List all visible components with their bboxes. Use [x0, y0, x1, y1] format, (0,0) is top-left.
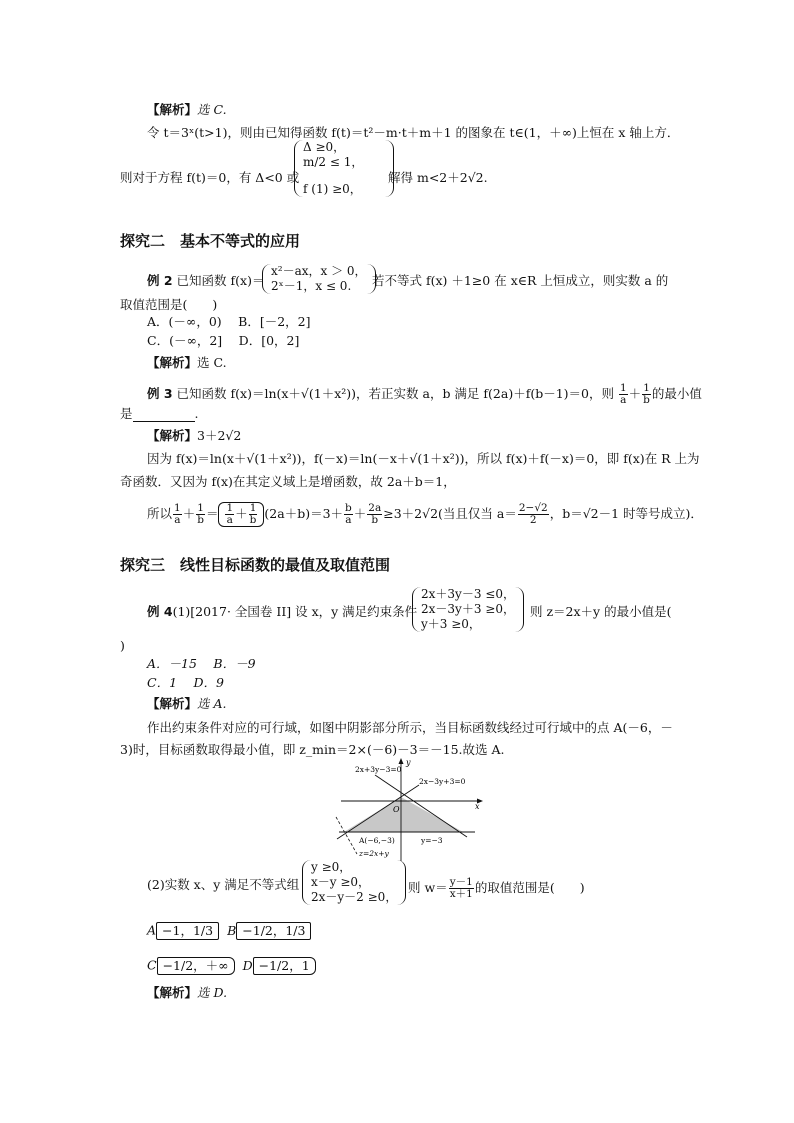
analysis-answer: 选 A. — [197, 696, 227, 711]
y-axis-arrow — [399, 758, 404, 764]
problem-text: ) — [120, 638, 125, 653]
answer-blank — [133, 409, 195, 422]
problem-text: 则 w＝ — [408, 880, 448, 895]
option-b: B．[－2，2] — [238, 314, 311, 329]
example-label: 例 3 — [147, 386, 173, 401]
analysis-answer: 选 C. — [197, 102, 227, 117]
section-heading: 探究三 线性目标函数的最值及取值范围 — [120, 556, 391, 574]
option-d-label: D — [242, 957, 253, 973]
option-a-interval: −1，1/3 — [156, 922, 219, 940]
label-point-a: A(−6,−3) — [359, 836, 395, 845]
option-d: D．[0，2] — [238, 333, 300, 348]
system-row: m/2 ≤ 1， — [303, 155, 364, 169]
example-4-text — [147, 604, 417, 620]
analysis-label: 【解析】 — [147, 985, 198, 1000]
system-row: 2x－y－2 ≥0， — [311, 890, 398, 904]
system-row: 2x－3y＋3 ≥0， — [421, 602, 515, 616]
label-line-2: 2x−3y+3=0 — [419, 777, 466, 786]
option-b-interval: −1/2，1/3 — [236, 922, 311, 940]
label-x-axis: x — [475, 802, 480, 811]
option-a: A．(－∞，0) — [147, 314, 222, 329]
constraint-system — [412, 587, 524, 632]
analysis-label: 【解析】 — [147, 696, 198, 711]
label-line-1: 2x+3y−3=0 — [355, 765, 402, 774]
system-row: 2x＋3y－3 ≤0， — [421, 587, 515, 601]
options-row — [147, 656, 256, 672]
analysis-line — [147, 696, 227, 712]
option-c: C．(－∞，2] — [147, 333, 223, 348]
solution-text: 所以 — [147, 506, 173, 521]
example-label: 例 4 — [147, 604, 173, 619]
fraction: $\frac{1}{a}$ — [174, 502, 181, 526]
fraction: $\frac{2a}{b}$ — [368, 502, 382, 526]
analysis-label: 【解析】 — [147, 428, 198, 443]
analysis-answer: 选 C. — [197, 355, 227, 370]
bracket-expression: $\frac{1}{a}$ ＋ $\frac{1}{b}$ — [218, 502, 264, 527]
analysis-line — [147, 985, 227, 1001]
solution-text: 解得 m<2＋2√2. — [388, 170, 488, 185]
problem-text: 的取值范围是( ) — [474, 880, 585, 895]
system-row: 2ˣ－1，x ≤ 0. — [271, 279, 352, 293]
solution-text: ，b＝√2－1 时等号成立)． — [549, 506, 703, 521]
label-y-axis: y — [406, 758, 411, 767]
solution-text: ≥3＋2√2(当且仅当 a＝ — [383, 506, 517, 521]
fraction: $\frac{1}{a}$ — [619, 382, 627, 406]
system-row: f (1) ≥0， — [303, 182, 362, 196]
problem-text: 若不等式 f(x) ＋1≥0 在 x∈R 上恒成立，则实数 a 的 — [372, 273, 669, 288]
analysis-answer: 3＋2√2 — [197, 428, 242, 443]
system-row: x²－ax，x ＞ 0， — [271, 264, 367, 278]
objective-line — [336, 817, 357, 854]
equation-system — [294, 140, 394, 197]
system-row: y＋3 ≥0， — [421, 617, 481, 631]
option-c-label: C — [147, 957, 157, 973]
fraction: $\frac{2-√2}{2}$ — [518, 502, 548, 526]
solution-text: 因为 f(x)＝ln(x＋√(1＋x²))，f(－x)＝ln(－x＋√(1＋x²))，所以 f(x)＋f(－x)＝0，即 f(x)在 R 上为 — [147, 451, 700, 466]
option-row — [147, 922, 311, 940]
analysis-line — [147, 428, 241, 444]
solution-text: 3)时，目标函数取得最小值，即 z_min＝2×(－6)－3＝－15.故选 A. — [120, 742, 505, 757]
feasible-region — [344, 797, 463, 832]
options-row — [147, 333, 299, 349]
options-row — [147, 675, 224, 691]
solution-text: 令 t＝3ˣ(t>1)，则由已知得函数 f(t)＝t²－m·t＋m＋1 的图象在 t∈(1，＋∞)上恒在 x 轴上方． — [147, 125, 680, 140]
example-2-text — [147, 273, 264, 289]
solution-text: 所以 $\frac{1}{a}$ ＋ $\frac{1}{b}$ ＝ $\frac{1}{a}$ ＋ $\frac{1}{b}$ (2a＋b)＝3＋ $\frac{b}{a}$ ＋ $\frac{2a}{b}$ ≥3＋2√2(当且仅当 a＝ $\frac{2-√2}{2}$ ，b＝√2－1 时等号成立)． — [147, 502, 703, 526]
fraction: $\frac{b}{a}$ — [345, 502, 352, 526]
example-label: 例 2 — [147, 273, 173, 288]
analysis-line — [147, 355, 227, 371]
solution-text: 奇函数．又因为 f(x)在其定义域上是增函数，故 2a＋b＝1， — [120, 474, 456, 489]
analysis-label: 【解析】 — [147, 102, 198, 117]
piecewise-function — [262, 264, 376, 294]
problem-text: 的最小值 — [651, 386, 702, 401]
label-origin: O — [393, 805, 400, 814]
option-c-interval: −1/2，＋∞ — [157, 957, 235, 975]
problem-text: 已知函数 f(x)＝ln(x＋√(1＋x²))，若正实数 a，b 满足 f(2a)＋f(b－1)＝0，则 — [176, 386, 614, 401]
analysis-line — [147, 102, 227, 118]
example-3-text: 例 3 已知函数 f(x)＝ln(x＋√(1＋x²))，若正实数 a，b 满足 f(2a)＋f(b－1)＝0，则 $\frac{1}{a}$ ＋ $\frac{1}{b}$ 的最小值 — [147, 382, 702, 406]
option-a: A．－15 — [147, 656, 197, 671]
system-row: y ≥0， — [311, 860, 352, 874]
option-row — [147, 957, 316, 975]
problem-text: . — [194, 406, 199, 421]
option-d-interval: −1/2，1 — [253, 957, 316, 975]
problem-text: 是 — [120, 406, 133, 421]
options-row — [147, 314, 311, 330]
feasible-region-graph — [335, 757, 485, 865]
problem-text: 则 z＝2x＋y 的最小值是( — [530, 604, 672, 619]
label-y-minus-3: y=−3 — [421, 836, 443, 845]
option-a-label: A — [147, 922, 157, 938]
option-b: B．－9 — [213, 656, 256, 671]
system-row: x－y ≥0， — [311, 875, 371, 889]
fraction: $\frac{1}{b}$ — [643, 382, 650, 406]
analysis-label: 【解析】 — [147, 355, 198, 370]
fraction: $\frac{y-1}{x+1}$ — [449, 876, 473, 900]
problem-text: (2)实数 x、y 满足不等式组 — [147, 877, 300, 892]
section-heading: 探究二 基本不等式的应用 — [120, 232, 301, 250]
option-c: C．1 — [147, 675, 178, 690]
option-b-label: B — [227, 922, 237, 938]
solution-text: 则对于方程 f(t)＝0，有 Δ<0 或 — [120, 170, 300, 185]
label-objective: z=2x+y — [359, 849, 389, 858]
problem-text: 取值范围是( ) — [120, 297, 218, 312]
fraction: $\frac{1}{b}$ — [197, 502, 204, 526]
solution-text: (2a＋b)＝3＋ — [264, 506, 344, 521]
problem-text: 已知函数 f(x)＝ — [176, 273, 265, 288]
problem-text: (1)[2017· 全国卷 II] 设 x，y 满足约束条件 — [172, 604, 418, 619]
solution-text: 作出约束条件对应的可行域，如图中阴影部分所示，当目标函数线经过可行域中的点 A(－6，－ — [147, 720, 673, 735]
problem-text — [120, 406, 199, 422]
system-row: Δ ≥0， — [303, 140, 346, 154]
inequality-system — [302, 860, 406, 905]
option-d: D．9 — [193, 675, 224, 690]
problem-text — [408, 877, 585, 900]
analysis-answer: 选 D. — [197, 985, 228, 1000]
